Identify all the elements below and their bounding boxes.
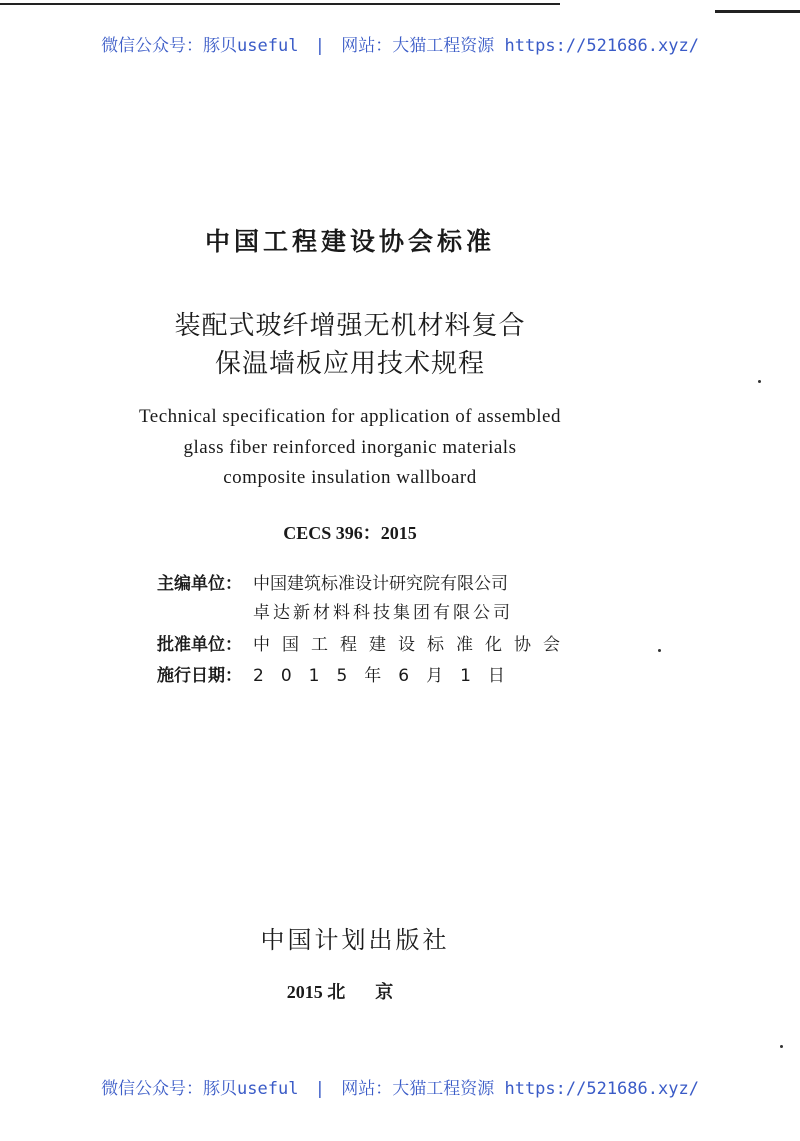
title-en-line1: Technical specification for application of assembled	[139, 406, 561, 427]
title-cn-line1: 装配式玻纤增强无机材料复合	[174, 311, 526, 341]
date-row	[157, 661, 577, 686]
publish-city: 北京	[327, 982, 424, 1003]
publish-place	[0, 978, 710, 1004]
title-cn-line2: 保温墙板应用技术规程	[214, 349, 485, 379]
publish-year: 2015	[286, 982, 323, 1002]
editor-1: 中国建筑标准设计研究院有限公司	[253, 574, 508, 594]
scan-edge-line	[715, 10, 800, 13]
scan-speck	[658, 649, 661, 652]
editor-label: 主编单位：	[157, 574, 242, 594]
title-en-line3: composite insulation wallboard	[223, 467, 477, 488]
approver-row	[157, 630, 577, 655]
watermark-top	[0, 31, 800, 56]
watermark-wechat: 微信公众号：豚贝useful	[101, 36, 299, 56]
title-en-line2: glass fiber reinforced inorganic materials	[183, 437, 517, 458]
watermark-site: 网站：大猫工程资源 https://521686.xyz/	[341, 36, 699, 56]
scan-speck	[758, 380, 761, 383]
scan-speck	[780, 1045, 783, 1048]
watermark-wechat: 微信公众号：豚贝useful	[101, 1079, 299, 1099]
publisher: 中国计划出版社	[260, 926, 450, 954]
watermark-separator: |	[314, 36, 325, 56]
editor-row	[157, 569, 577, 594]
watermark-site: 网站：大猫工程资源 https://521686.xyz/	[341, 1079, 699, 1099]
date-label: 施行日期：	[157, 666, 242, 686]
watermark-bottom	[0, 1074, 800, 1099]
approver: 中国工程建设标准化协会	[253, 635, 572, 655]
effective-date: 2015年6月1日	[253, 666, 522, 686]
editor-2: 卓达新材料科技集团有限公司	[253, 603, 513, 623]
approver-label: 批准单位：	[157, 635, 242, 655]
editor-row-2	[157, 598, 577, 623]
standard-code: CECS 396：2015	[283, 523, 417, 543]
watermark-separator: |	[314, 1079, 325, 1099]
scan-edge-line	[0, 3, 560, 5]
org-title: 中国工程建设协会标准	[204, 227, 495, 256]
